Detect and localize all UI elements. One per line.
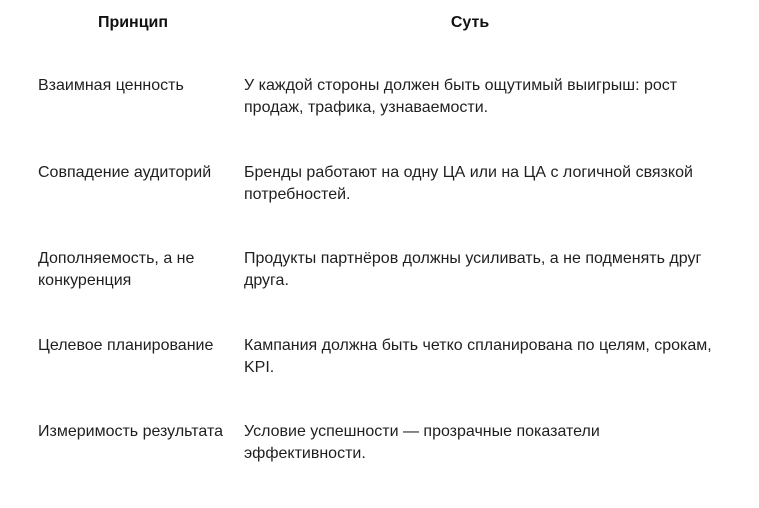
- table-row: [0, 248, 759, 308]
- essence-cell: У каждой стороны должен быть ощутимый выигрыш: рост продаж, трафика, узнаваемости.: [244, 77, 678, 116]
- column-header-principle: Принцип: [97, 14, 169, 31]
- essence-cell: Бренды работают на одну ЦА или на ЦА с логичной связкой потребностей.: [244, 164, 693, 203]
- table-header: [0, 12, 759, 34]
- principle-cell: Совпадение аудиторий: [38, 164, 212, 181]
- table-row: [0, 421, 759, 481]
- essence-cell: Условие успешности — прозрачные показатели эффективности.: [244, 423, 600, 462]
- principle-cell: Целевое планирование: [38, 337, 214, 354]
- table-row: [0, 75, 759, 135]
- column-header-essence: Суть: [450, 14, 490, 31]
- essence-cell: Кампания должна быть четко спланирована по целям, срокам, KPI.: [244, 337, 712, 376]
- principle-cell: Взаимная ценность: [38, 77, 184, 94]
- principle-cell: Измеримость результата: [38, 423, 223, 440]
- essence-cell: Продукты партнёров должны усиливать, а не подменять друг друга.: [244, 250, 702, 289]
- table-row: [0, 335, 759, 395]
- principle-cell: Дополняемость, а не конкуренция: [38, 250, 195, 289]
- table-row: [0, 162, 759, 222]
